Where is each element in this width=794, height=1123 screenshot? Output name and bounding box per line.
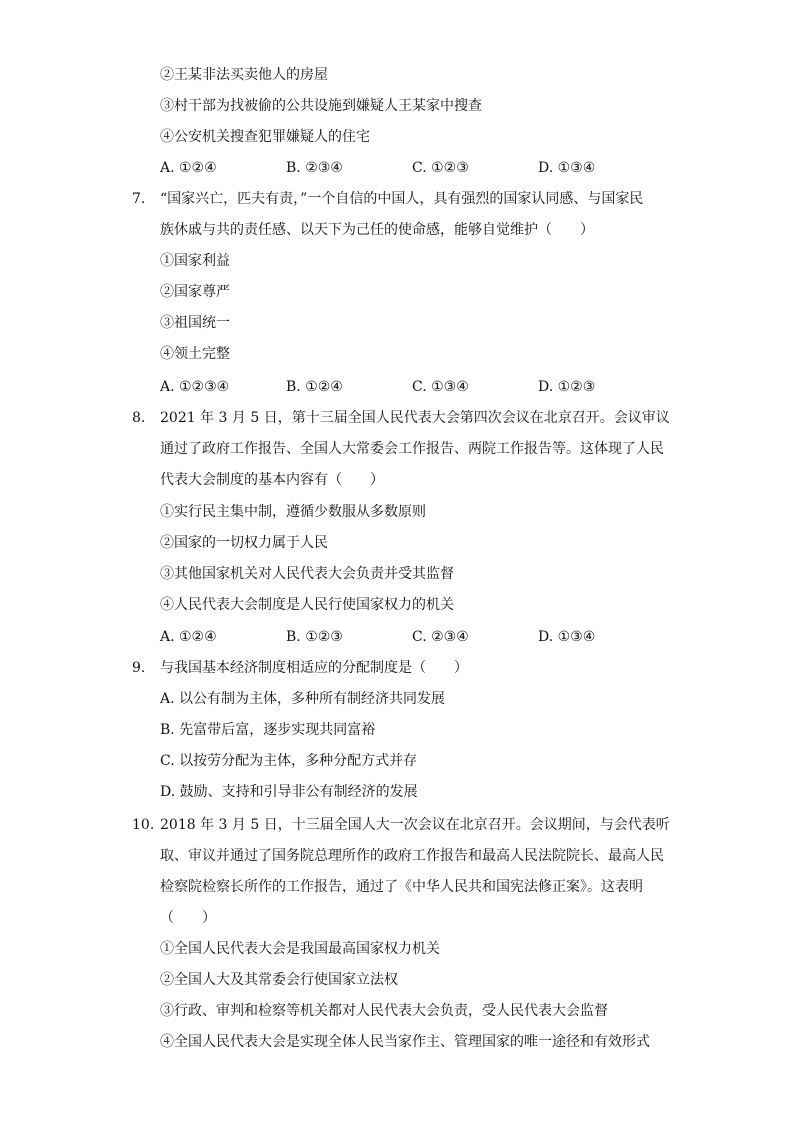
q8-choice-d: D. ①③④ (538, 629, 596, 645)
q10-stem-line-3: 检察院检察长所作的工作报告，通过了《中华人民共和国宪法修正案》。这表明 (160, 879, 643, 895)
q6-choices (160, 153, 640, 184)
q10-option-3: ③行政、审判和检察等机关都对人民代表大会负责，受人民代表大会监督 (160, 1003, 608, 1019)
q9-choice-a: A. 以公有制为主体，多种所有制经济共同发展 (160, 691, 446, 707)
q7-option-2: ②国家尊严 (160, 284, 230, 300)
q8-stem-line-3: 代表大会制度的基本内容有（ ） (160, 472, 384, 488)
q8-choice-b: B. ①②③ (286, 629, 343, 645)
q9-number: 9. (132, 660, 146, 676)
q7-number: 7. (132, 191, 146, 207)
q7-choice-c: C. ①③④ (412, 379, 469, 395)
q8-choice-c: C. ②③④ (412, 629, 469, 645)
q9-choice-d: D. 鼓励、支持和引导非公有制经济的发展 (160, 784, 418, 800)
q8-option-1: ①实行民主集中制，遵循少数服从多数原则 (160, 504, 426, 520)
q7-option-1: ①国家利益 (160, 253, 230, 269)
q8-stem-line-2: 通过了政府工作报告、全国人大常委会工作报告、两院工作报告等。这体现了人民 (160, 441, 664, 457)
q8-option-3: ③其他国家机关对人民代表大会负责并受其监督 (160, 566, 454, 582)
q9-choice-b: B. 先富带后富，逐步实现共同富裕 (160, 722, 376, 738)
q7-stem-line-1: “国家兴亡，匹夫有责，”一个自信的中国人，具有强烈的国家认同感、与国家民 (160, 191, 644, 207)
q10-stem-line-4: （ ） (160, 910, 216, 926)
q6-choice-c: C. ①②③ (412, 160, 469, 176)
q7-choice-d: D. ①②③ (538, 379, 596, 395)
q8-option-2: ②国家的一切权力属于人民 (160, 535, 328, 551)
q6-choice-b: B. ②③④ (286, 160, 343, 176)
q8-number: 8. (132, 410, 146, 426)
q7-stem-line-2: 族休戚与共的责任感、以天下为己任的使命感，能够自觉维护（ ） (160, 222, 594, 238)
q7-choice-b: B. ①②④ (286, 379, 343, 395)
q10-stem-line-1: 2018 年 3 月 5 日，十三届全国人大一次会议在北京召开。会议期间，与会代表听 (160, 817, 670, 833)
q10-option-1: ①全国人民代表大会是我国最高国家权力机关 (160, 941, 440, 957)
q7-choice-a: A. ①②③④ (160, 379, 230, 395)
q8-choice-a: A. ①②④ (160, 629, 217, 645)
q10-option-4: ④全国人民代表大会是实现全体人民当家作主、管理国家的唯一途径和有效形式 (160, 1034, 650, 1050)
q6-option-4: ④公安机关搜查犯罪嫌疑人的住宅 (160, 129, 370, 145)
q8-choices (160, 622, 640, 653)
q9-choice-c: C. 以按劳分配为主体，多种分配方式并存 (160, 753, 418, 769)
q8-stem-line-1: 2021 年 3 月 5 日，第十三届全国人民代表大会第四次会议在北京召开。会议审议 (160, 410, 670, 426)
q6-choice-a: A. ①②④ (160, 160, 217, 176)
q6-choice-d: D. ①③④ (538, 160, 596, 176)
q7-option-4: ④领土完整 (160, 346, 230, 362)
q7-choices (160, 372, 640, 403)
q6-option-3: ③村干部为找被偷的公共设施到嫌疑人王某家中搜查 (160, 98, 482, 114)
q8-option-4: ④人民代表大会制度是人民行使国家权力的机关 (160, 597, 454, 613)
q10-number: 10. (132, 817, 155, 833)
q7-option-3: ③祖国统一 (160, 315, 230, 331)
q6-option-2: ②王某非法买卖他人的房屋 (160, 67, 328, 83)
q9-stem-line-1: 与我国基本经济制度相适应的分配制度是（ ） (160, 660, 468, 676)
q10-option-2: ②全国人大及其常委会行使国家立法权 (160, 972, 398, 988)
q10-stem-line-2: 取、审议并通过了国务院总理所作的政府工作报告和最高人民法院院长、最高人民 (160, 848, 664, 864)
